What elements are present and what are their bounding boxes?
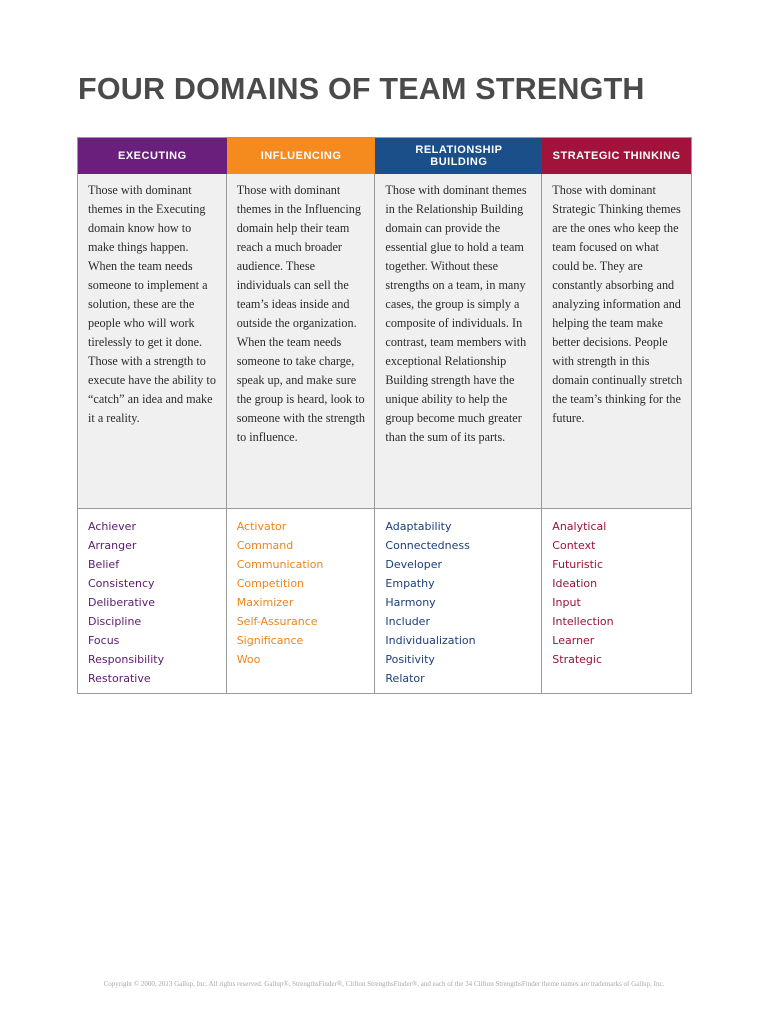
- description-strategic-thinking: [542, 174, 691, 509]
- description-executing: [78, 174, 227, 509]
- theme-item: Ideation: [552, 577, 598, 590]
- description-text: Those with dominant themes in the Relationship Building domain can provide the essential glue to hold a team together. Without these strengths on a team, in many cases, the group is simply a composite of individuals. In contrast, team members with exceptional Relationship Building strength have the unique ability to help the group become much greater than the sum of its parts.: [385, 183, 527, 444]
- theme-item: Discipline: [88, 615, 142, 628]
- themes-influencing: [227, 509, 376, 693]
- theme-list: [552, 517, 685, 669]
- theme-item: Competition: [236, 577, 305, 590]
- theme-item: Analytical: [552, 520, 607, 533]
- domains-table: [77, 137, 692, 694]
- themes-relationship-building: [375, 509, 542, 693]
- description-relationship-building: [375, 174, 542, 509]
- theme-item: Restorative: [88, 672, 151, 685]
- theme-list: [88, 517, 220, 688]
- theme-item: Achiever: [88, 520, 136, 533]
- theme-item: Positivity: [385, 653, 435, 666]
- theme-item: Includer: [385, 615, 430, 628]
- theme-item: Communication: [236, 558, 324, 571]
- description-text: Those with dominant themes in the Influencing domain help their team reach a much broader audience. These individuals can sell the team’s ideas inside and outside the organization. When the team needs someone to take charge, speak up, and make sure the group is heard, look to someone with the strength to influence.: [236, 183, 365, 444]
- theme-item: Input: [552, 596, 581, 609]
- header-executing: EXECUTING: [78, 138, 227, 174]
- header-strategic-thinking: STRATEGIC THINKING: [542, 138, 691, 174]
- theme-item: Significance: [236, 634, 304, 647]
- theme-item: Deliberative: [88, 596, 156, 609]
- theme-item: Connectedness: [385, 539, 470, 552]
- theme-list: [385, 517, 535, 688]
- page-title: FOUR DOMAINS OF TEAM STRENGTH: [78, 72, 645, 106]
- theme-item: Futuristic: [552, 558, 604, 571]
- description-text: Those with dominant Strategic Thinking themes are the ones who keep the team focused on what could be. They are constantly absorbing and analyzing information and helping the team make better decisions. People with strength in this domain continually stretch the team’s thinking for the future.: [552, 183, 683, 425]
- description-text: Those with dominant themes in the Executing domain know how to make things happen. When the team needs someone to implement a solution, these are the people who will work tirelessly to get it done. Those with a strength to execute have the ability to “catch” an idea and make it a reality.: [88, 183, 216, 425]
- theme-item: Context: [552, 539, 596, 552]
- theme-item: Empathy: [385, 577, 435, 590]
- theme-item: Focus: [88, 634, 120, 647]
- theme-list: [237, 517, 369, 669]
- header-influencing: INFLUENCING: [227, 138, 376, 174]
- theme-item: Consistency: [88, 577, 155, 590]
- theme-item: Command: [236, 539, 294, 552]
- description-influencing: [227, 174, 376, 509]
- theme-item: Intellection: [552, 615, 614, 628]
- theme-item: Learner: [552, 634, 595, 647]
- theme-item: Maximizer: [236, 596, 294, 609]
- theme-item: Individualization: [385, 634, 476, 647]
- header-relationship-building: RELATIONSHIP BUILDING: [375, 138, 542, 174]
- theme-item: Harmony: [385, 596, 436, 609]
- theme-item: Woo: [236, 653, 261, 666]
- themes-executing: [78, 509, 227, 693]
- theme-item: Arranger: [88, 539, 137, 552]
- theme-item: Adaptability: [385, 520, 452, 533]
- copyright-notice: Copyright © 2000, 2013 Gallup, Inc. All rights reserved. Gallup®, StrengthsFinder®, Clifton StrengthsFinder®, and each of the 34 Clifton StrengthsFinder theme names are trademarks of Gallup, Inc.: [103, 980, 665, 988]
- theme-item: Belief: [88, 558, 120, 571]
- theme-item: Activator: [236, 520, 287, 533]
- theme-item: Responsibility: [88, 653, 165, 666]
- theme-item: Developer: [385, 558, 442, 571]
- theme-item: Self-Assurance: [236, 615, 318, 628]
- themes-strategic-thinking: [542, 509, 691, 693]
- theme-item: Strategic: [552, 653, 603, 666]
- theme-item: Relator: [385, 672, 425, 685]
